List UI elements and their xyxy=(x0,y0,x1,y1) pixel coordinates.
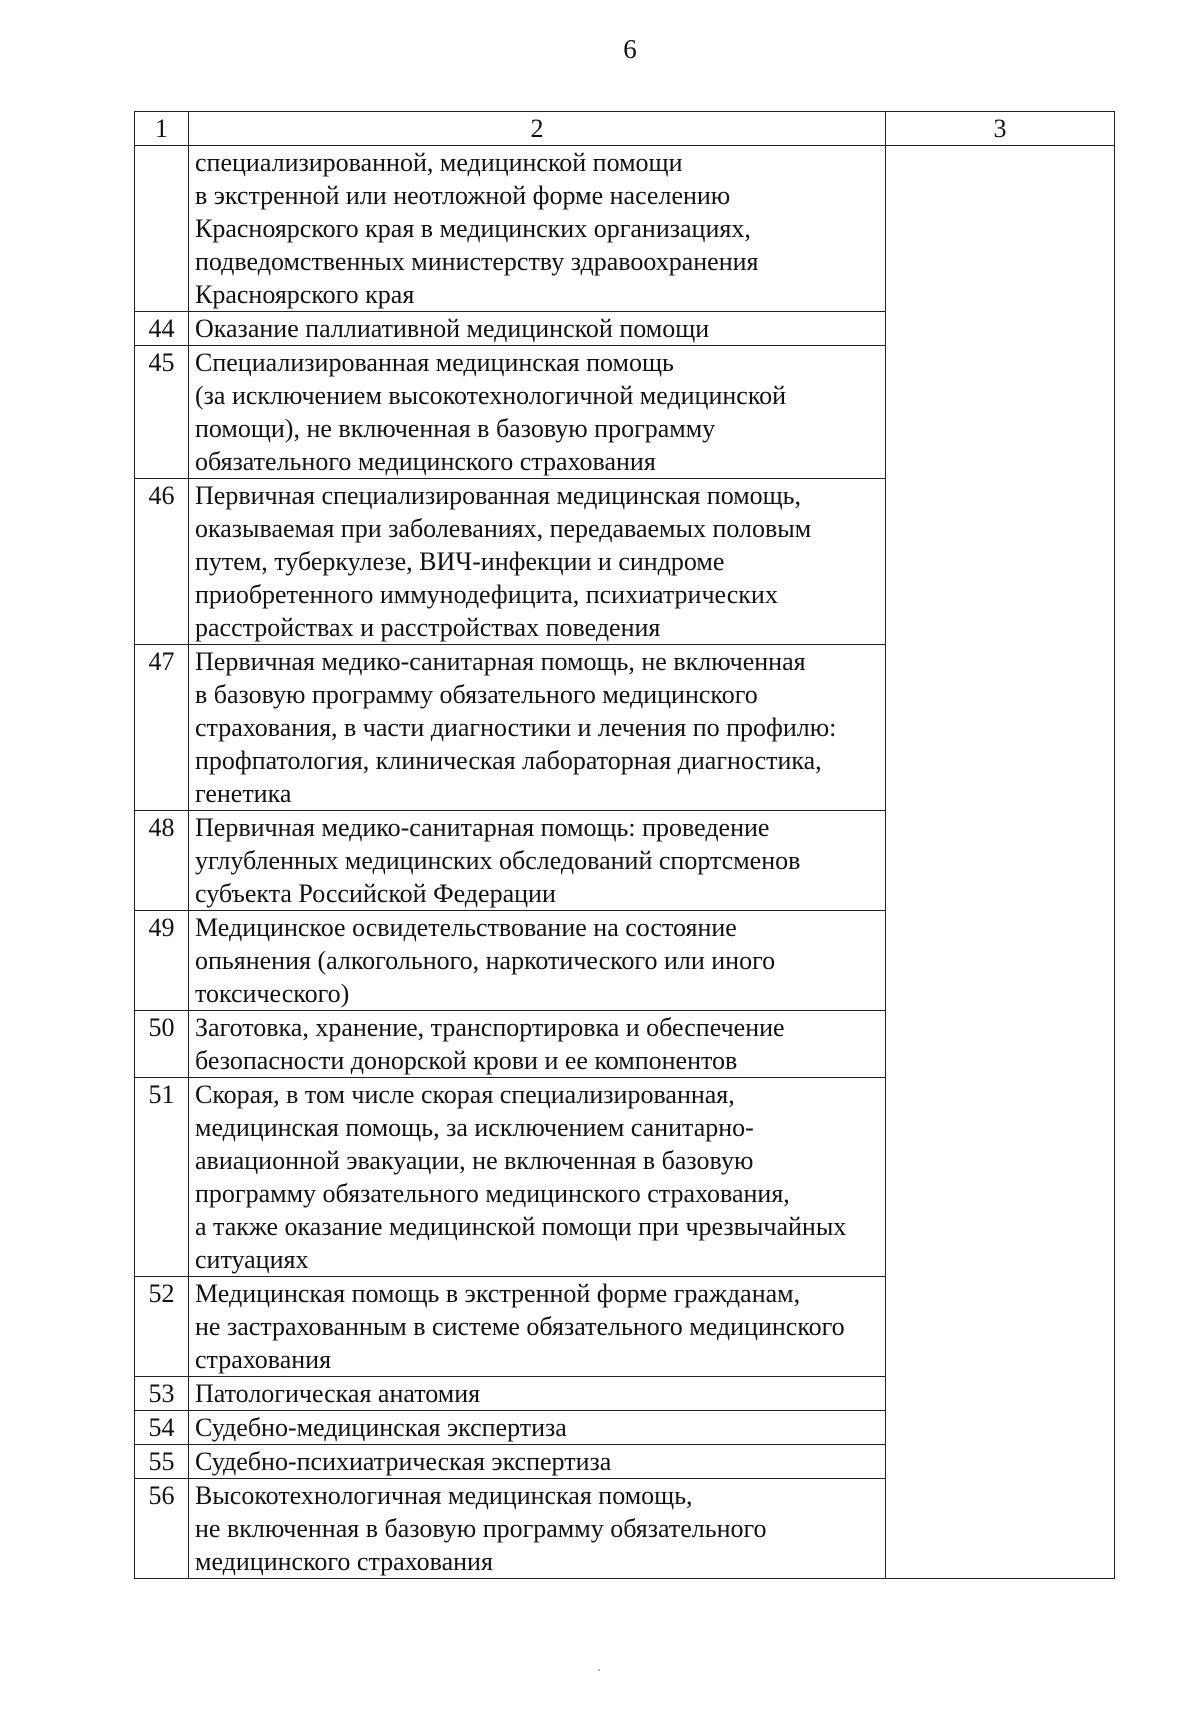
description-line: (за исключением высокотехнологичной медицинской xyxy=(195,381,787,410)
row-number: 46 xyxy=(135,479,189,645)
description-line: в базовую программу обязательного медицинского xyxy=(195,680,758,709)
row-description xyxy=(189,645,886,811)
row-description xyxy=(189,479,886,645)
description-line: ситуациях xyxy=(195,1245,309,1274)
services-table xyxy=(134,111,1115,1579)
page-number: 6 xyxy=(623,34,637,64)
description-line: Высокотехнологичная медицинская помощь, xyxy=(195,1481,693,1510)
description-line: профпатология, клиническая лабораторная диагностика, xyxy=(195,746,822,775)
header-col-1: 1 xyxy=(135,112,189,146)
row-description xyxy=(189,811,886,911)
row-number: 45 xyxy=(135,346,189,479)
description-line: медицинского страхования xyxy=(195,1547,493,1576)
description-line: путем, туберкулезе, ВИЧ-инфекции и синдроме xyxy=(195,547,725,576)
row-number: 53 xyxy=(135,1377,189,1411)
description-line: токсического) xyxy=(195,979,350,1008)
row-description xyxy=(189,1445,886,1479)
header-col-2: 2 xyxy=(189,112,886,146)
row-description xyxy=(189,1479,886,1579)
description-line: страхования, в части диагностики и лечения по профилю: xyxy=(195,713,837,742)
row-description xyxy=(189,1078,886,1277)
description-line: Заготовка, хранение, транспортировка и обеспечение xyxy=(195,1013,785,1042)
description-line: а также оказание медицинской помощи при чрезвычайных xyxy=(195,1212,847,1241)
description-line: не включенная в базовую программу обязательного xyxy=(195,1514,767,1543)
description-line: Первичная медико-санитарная помощь: проведение xyxy=(195,813,770,842)
description-line: Судебно-медицинская экспертиза xyxy=(195,1413,567,1442)
description-line: углубленных медицинских обследований спортсменов xyxy=(195,846,801,875)
description-line: безопасности донорской крови и ее компонентов xyxy=(195,1046,738,1075)
description-line: Судебно-психиатрическая экспертиза xyxy=(195,1447,612,1476)
row-description xyxy=(189,911,886,1011)
description-line: не застрахованным в системе обязательного медицинского xyxy=(195,1312,845,1341)
row-number: 47 xyxy=(135,645,189,811)
description-line: страхования xyxy=(195,1345,332,1374)
description-line: специализированной, медицинской помощи xyxy=(195,148,683,177)
description-line: авиационной эвакуации, не включенная в базовую xyxy=(195,1146,754,1175)
description-line: подведомственных министерству здравоохранения xyxy=(195,247,759,276)
row-number: 50 xyxy=(135,1011,189,1078)
description-line: Красноярского края в медицинских организациях, xyxy=(195,214,751,243)
row-number: 51 xyxy=(135,1078,189,1277)
row-description xyxy=(189,1277,886,1377)
row-number: 48 xyxy=(135,811,189,911)
description-line: опьянения (алкогольного, наркотического или иного xyxy=(195,946,776,975)
description-line: Оказание паллиативной медицинской помощи xyxy=(195,314,710,343)
row-number: 52 xyxy=(135,1277,189,1377)
description-line: Скорая, в том числе скорая специализированная, xyxy=(195,1080,735,1109)
description-line: субъекта Российской Федерации xyxy=(195,879,556,908)
row-number: 44 xyxy=(135,312,189,346)
description-line: приобретенного иммунодефицита, психиатрических xyxy=(195,580,778,609)
header-col-3: 3 xyxy=(886,112,1115,146)
description-line: генетика xyxy=(195,779,292,808)
description-line: Специализированная медицинская помощь xyxy=(195,348,674,377)
description-line: Первичная специализированная медицинская помощь, xyxy=(195,481,802,510)
row-number: 54 xyxy=(135,1411,189,1445)
description-line: Медицинская помощь в экстренной форме гражданам, xyxy=(195,1279,801,1308)
row-description xyxy=(189,146,886,312)
description-line: медицинская помощь, за исключением санитарно- xyxy=(195,1113,754,1142)
row-description xyxy=(189,1411,886,1445)
row-number: 49 xyxy=(135,911,189,1011)
description-line: в экстренной или неотложной форме населению xyxy=(195,181,731,210)
scan-speck xyxy=(598,1669,600,1671)
row-description xyxy=(189,312,886,346)
row-number: 56 xyxy=(135,1479,189,1579)
description-line: Красноярского края xyxy=(195,280,415,309)
table-row xyxy=(135,146,1115,312)
description-line: расстройствах и расстройствах поведения xyxy=(195,613,661,642)
description-line: обязательного медицинского страхования xyxy=(195,447,656,476)
description-line: помощи), не включенная в базовую программу xyxy=(195,414,716,443)
description-line: программу обязательного медицинского страхования, xyxy=(195,1179,790,1208)
description-line: Патологическая анатомия xyxy=(195,1379,481,1408)
description-line: оказываемая при заболеваниях, передаваемых половым xyxy=(195,514,812,543)
row-number: 55 xyxy=(135,1445,189,1479)
row-description xyxy=(189,1377,886,1411)
row-description xyxy=(189,346,886,479)
col-3-empty-cell xyxy=(886,146,1115,1579)
row-number xyxy=(135,146,189,312)
table-header-row xyxy=(135,112,1115,146)
description-line: Медицинское освидетельствование на состояние xyxy=(195,913,737,942)
description-line: Первичная медико-санитарная помощь, не включенная xyxy=(195,647,806,676)
row-description xyxy=(189,1011,886,1078)
